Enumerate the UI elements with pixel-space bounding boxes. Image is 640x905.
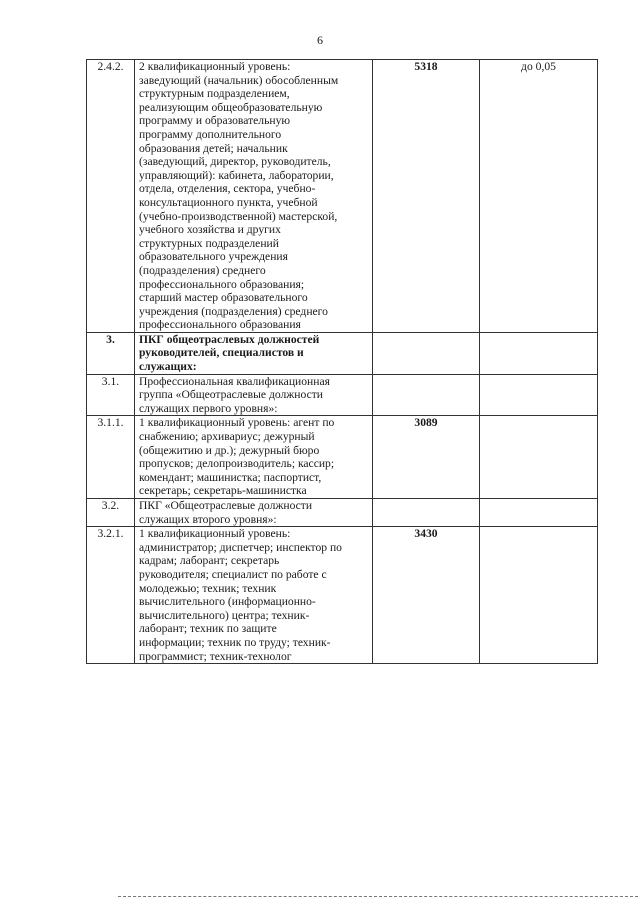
description-line: лаборант; техник по защите — [139, 622, 277, 636]
coefficient-value — [480, 527, 598, 664]
description-line: 2 квалификационный уровень: — [139, 60, 291, 73]
description-line: руководителя; специалист по работе с — [139, 567, 327, 581]
description-line: заведующий (начальник) обособленным — [139, 73, 339, 87]
coefficient-value — [480, 374, 598, 416]
description-line: комендант; машинистка; паспортист, — [139, 470, 322, 484]
description-line: ПКГ общеотраслевых должностей — [139, 332, 320, 346]
description-line: группа «Общеотраслевые должности — [139, 388, 324, 402]
row-number: 3.1.1. — [87, 416, 135, 499]
bottom-divider — [118, 896, 638, 898]
salary-value: 3430 — [373, 527, 480, 664]
salary-value: 3089 — [373, 416, 480, 499]
description-line: управляющий): кабинета, лаборатории, — [139, 168, 334, 182]
coefficient-value — [480, 499, 598, 527]
description-line: молодежью; техник; техник — [139, 581, 277, 595]
row-number: 3.2. — [87, 499, 135, 527]
table-body — [87, 60, 598, 664]
position-description — [135, 527, 373, 664]
description-line: ПКГ «Общеотраслевые должности — [139, 499, 313, 512]
description-line: руководителей, специалистов и — [139, 346, 304, 360]
description-line: секретарь; секретарь-машинистка — [139, 484, 307, 498]
table-row — [87, 527, 598, 664]
table-row — [87, 499, 598, 527]
salary-value — [373, 374, 480, 416]
description-line: консультационного пункта, учебной — [139, 195, 318, 209]
description-line: программу и образовательную — [139, 114, 291, 128]
description-line: образования детей; начальник — [139, 141, 288, 155]
description-line: реализующим общеобразовательную — [139, 100, 323, 114]
description-line: вычислительного (информационно- — [139, 595, 316, 609]
row-number: 3.1. — [87, 374, 135, 416]
salary-value: 5318 — [373, 60, 480, 333]
coefficient-value — [480, 416, 598, 499]
description-line: учреждения (подразделения) среднего — [139, 304, 328, 318]
description-line: (подразделения) среднего — [139, 263, 266, 277]
description-line: 1 квалификационный уровень: — [139, 527, 291, 541]
position-description — [135, 60, 373, 333]
description-line: (заведующий, директор, руководитель, — [139, 155, 331, 169]
salary-value — [373, 332, 480, 374]
description-line: служащих: — [139, 360, 197, 374]
salary-table — [86, 59, 598, 664]
description-line: учебного хозяйства и других — [139, 223, 281, 237]
coefficient-value: до 0,05 — [480, 60, 598, 333]
page-number: 6 — [317, 33, 323, 47]
description-line: 1 квалификационный уровень: агент по — [139, 416, 335, 430]
description-line: структурных подразделений — [139, 236, 279, 250]
table-row — [87, 416, 598, 499]
description-line: профессионального образования; — [139, 277, 305, 291]
description-line: программу дополнительного — [139, 127, 282, 141]
description-line: Профессиональная квалификационная — [139, 374, 330, 388]
table-row — [87, 374, 598, 416]
description-line: служащих второго уровня»: — [139, 512, 277, 526]
description-line: вычислительного) центра; техник- — [139, 608, 310, 622]
description-line: администратор; диспетчер; инспектор по — [139, 540, 342, 554]
table-row — [87, 60, 598, 333]
description-line: информации; техник по труду; техник- — [139, 635, 331, 649]
description-line: профессионального образования — [139, 318, 301, 332]
coefficient-value — [480, 332, 598, 374]
position-description — [135, 374, 373, 416]
description-line: кадрам; лаборант; секретарь — [139, 554, 280, 568]
description-line: отдела, отделения, сектора, учебно- — [139, 182, 316, 196]
table-row — [87, 332, 598, 374]
row-number: 3.2.1. — [87, 527, 135, 664]
description-line: снабжению; архивариус; дежурный — [139, 430, 315, 444]
position-description — [135, 332, 373, 374]
description-line: (учебно-производственной) мастерской, — [139, 209, 338, 223]
description-line: пропусков; делопроизводитель; кассир; — [139, 457, 335, 471]
description-line: программист; техник-технолог — [139, 649, 292, 663]
row-number: 2.4.2. — [87, 60, 135, 333]
position-description — [135, 499, 373, 527]
position-description — [135, 416, 373, 499]
row-number: 3. — [87, 332, 135, 374]
description-line: (общежитию и др.); дежурный бюро — [139, 443, 320, 457]
description-line: служащих первого уровня»: — [139, 401, 278, 415]
description-line: структурным подразделением, — [139, 87, 290, 101]
description-line: образовательного учреждения — [139, 250, 288, 264]
salary-value — [373, 499, 480, 527]
description-line: старший мастер образовательного — [139, 291, 308, 305]
